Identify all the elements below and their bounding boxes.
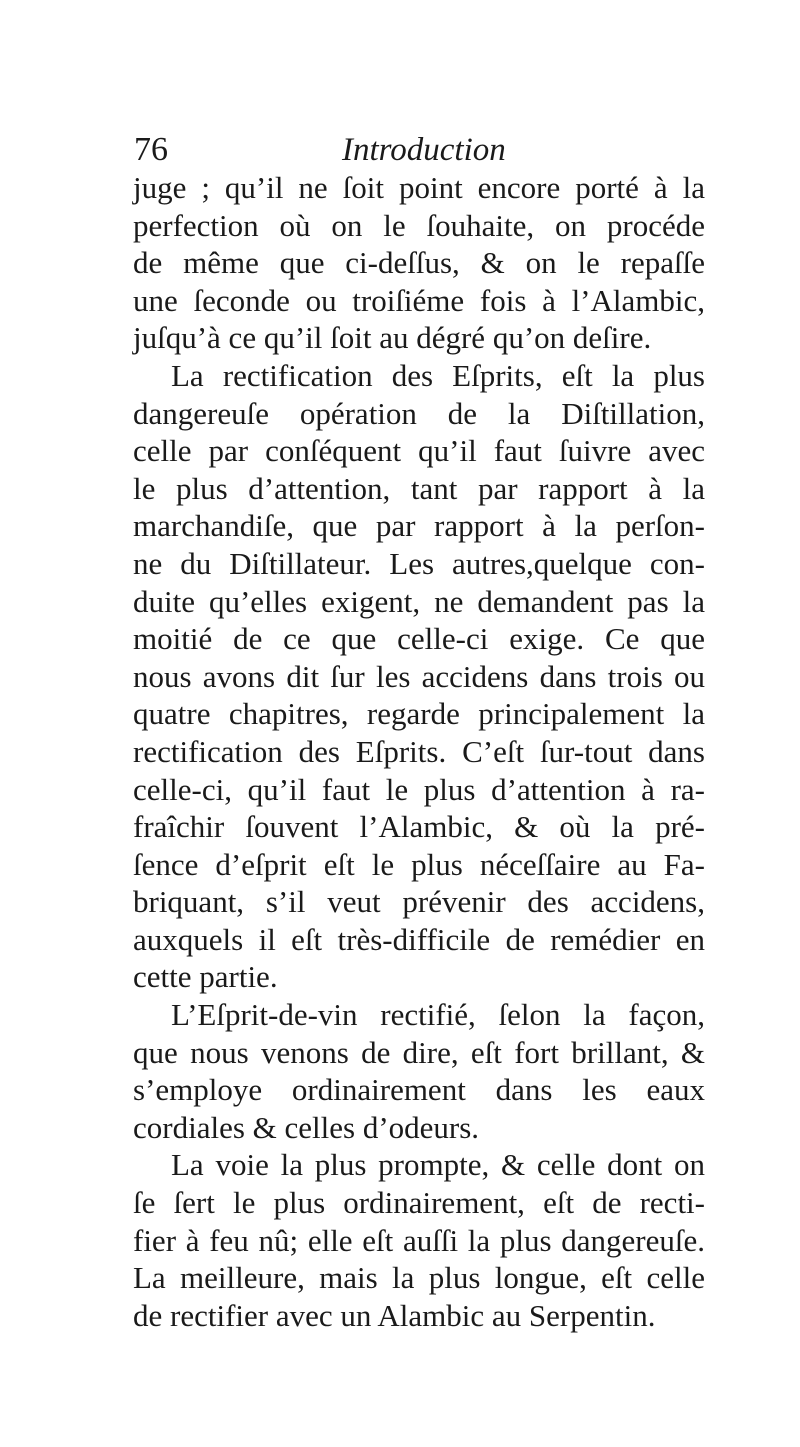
page-header <box>134 128 704 172</box>
text-line: perfection où on le ſouhaite, on procéde <box>133 207 705 243</box>
text-line: que nous venons de dire, eſt fort brillant, & <box>133 1034 705 1070</box>
text-line: La meilleure, mais la plus longue, eſt celle <box>133 1260 705 1296</box>
text-line: cordiales & celles d’odeurs. <box>133 1109 480 1145</box>
text-line: juſqu’à ce qu’il ſoit au dégré qu’on deſire. <box>133 320 652 356</box>
text-line: nous avons dit ſur les accidens dans trois ou <box>133 658 705 694</box>
text-line: quatre chapitres, regarde principalement la <box>133 696 705 732</box>
text-line: fier à feu nû; elle eſt auſſi la plus dangereuſe. <box>133 1222 705 1258</box>
text-line: juge ; qu’il ne ſoit point encore porté à la <box>133 170 705 205</box>
text-line: marchandiſe, que par rapport à la perſon- <box>133 508 705 544</box>
text-line: briquant, s’il veut prévenir des accidens, <box>133 884 705 920</box>
text-line: le plus d’attention, tant par rapport à la <box>133 470 705 506</box>
text-line: auxquels il eſt très-difficile de remédier en <box>133 921 705 957</box>
text-line: La rectification des Eſprits, eſt la plus <box>171 357 705 393</box>
running-head: Introduction <box>342 132 506 168</box>
page-number: 76 <box>134 131 168 168</box>
text-line: celle par conſéquent qu’il faut ſuivre avec <box>133 433 705 469</box>
text-line: celle-ci, qu’il faut le plus d’attention à ra- <box>133 771 705 807</box>
body-text <box>133 169 705 1334</box>
text-line: s’employe ordinairement dans les eaux <box>133 1072 705 1108</box>
text-line: de même que ci-deſſus, & on le repaſſe <box>133 245 705 281</box>
text-line: L’Eſprit-de-vin rectifié, ſelon la façon, <box>171 997 705 1033</box>
text-line: ne du Diſtillateur. Les autres,quelque con- <box>133 545 705 581</box>
text-line: dangereuſe opération de la Diſtillation, <box>133 395 705 431</box>
text-line: ſe ſert le plus ordinairement, eſt de recti- <box>133 1185 705 1221</box>
text-line: une ſeconde ou troiſiéme fois à l’Alambic, <box>133 282 705 318</box>
text-line: ſence d’eſprit eſt le plus néceſſaire au Fa- <box>133 846 705 882</box>
text-line: cette partie. <box>133 959 278 995</box>
text-line: La voie la plus prompte, & celle dont on <box>171 1147 705 1183</box>
text-line: de rectifier avec un Alambic au Serpentin. <box>133 1297 656 1333</box>
text-line: fraîchir ſouvent l’Alambic, & où la pré- <box>133 809 705 845</box>
text-line: duite qu’elles exigent, ne demandent pas la <box>133 583 705 619</box>
text-line: rectification des Eſprits. C’eſt ſur-tout dans <box>133 733 705 769</box>
text-line: moitié de ce que celle-ci exige. Ce que <box>133 621 705 657</box>
